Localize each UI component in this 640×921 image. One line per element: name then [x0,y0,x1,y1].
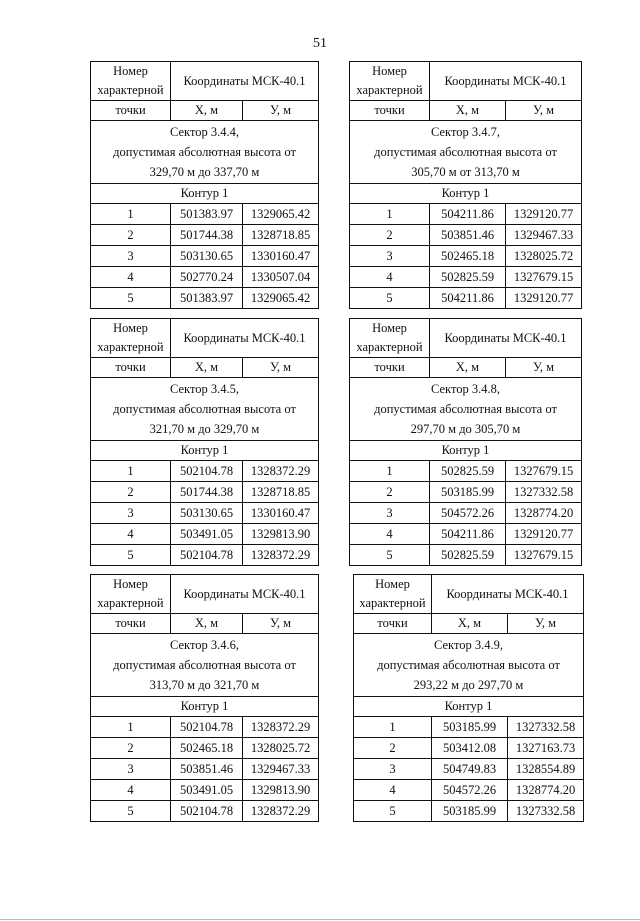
point-number-cell: 3 [350,246,430,267]
point-number-header: Номер характерной [91,62,171,101]
x-column-header: X, м [171,358,243,378]
height-range-text: допустимая абсолютная высота от [113,402,296,416]
y-coordinate-cell: 1329120.77 [506,204,582,225]
y-coordinate-cell: 1328372.29 [243,461,319,482]
sector-title: Сектор 3.4.7, [431,125,500,139]
y-column-header: У, м [506,358,582,378]
x-coordinate-cell: 501744.38 [171,482,243,503]
table-row [350,267,582,288]
y-coordinate-cell: 1328718.85 [243,482,319,503]
x-coordinate-cell: 503130.65 [171,246,243,267]
contour-label: Контур 1 [350,184,582,204]
y-coordinate-cell: 1330507.04 [243,267,319,288]
header-row [91,575,319,614]
points-header: точки [354,614,432,634]
x-coordinate-cell: 503185.99 [432,717,508,738]
y-column-header: У, м [243,101,319,121]
point-number-cell: 2 [91,482,171,503]
height-range-text: допустимая абсолютная высота от [113,658,296,672]
point-number-cell: 3 [354,759,432,780]
point-number-cell: 5 [91,801,171,822]
x-coordinate-cell: 502104.78 [171,801,243,822]
y-coordinate-cell: 1327332.58 [506,482,582,503]
contour-row [91,441,319,461]
header-row [91,101,319,121]
x-coordinate-cell: 504572.26 [430,503,506,524]
x-coordinate-cell: 504211.86 [430,524,506,545]
point-number-cell: 4 [354,780,432,801]
table-row [350,545,582,566]
x-column-header: X, м [430,101,506,121]
sector-row [350,121,582,184]
point-number-cell: 4 [91,780,171,801]
point-number-cell: 5 [91,288,171,309]
contour-label: Контур 1 [91,184,319,204]
points-header: точки [91,358,171,378]
page-edge-divider [0,919,640,920]
table-row [91,545,319,566]
x-coordinate-cell: 502825.59 [430,461,506,482]
y-coordinate-cell: 1329813.90 [243,524,319,545]
x-coordinate-cell: 502104.78 [171,717,243,738]
coordinates-table [90,574,319,822]
point-number-cell: 5 [91,545,171,566]
points-header: точки [91,614,171,634]
sector-row [91,121,319,184]
y-coordinate-cell: 1328774.20 [508,780,584,801]
table-row [91,780,319,801]
coordinates-table [90,318,319,566]
y-column-header: У, м [506,101,582,121]
sector-description [91,121,319,184]
coordinates-header: Координаты МСК-40.1 [171,319,319,358]
y-coordinate-cell: 1329065.42 [243,204,319,225]
table-row [350,225,582,246]
point-number-cell: 4 [91,524,171,545]
y-coordinate-cell: 1328025.72 [506,246,582,267]
point-number-header: Номер характерной [91,319,171,358]
point-number-header: Номер характерной [91,575,171,614]
y-coordinate-cell: 1327679.15 [506,461,582,482]
table-row [91,801,319,822]
header-row [350,319,582,358]
point-number-cell: 2 [350,482,430,503]
contour-label: Контур 1 [350,441,582,461]
point-number-cell: 1 [350,204,430,225]
sector-description [91,634,319,697]
x-coordinate-cell: 501383.97 [171,204,243,225]
x-coordinate-cell: 503851.46 [430,225,506,246]
point-number-cell: 2 [91,225,171,246]
y-coordinate-cell: 1327332.58 [508,801,584,822]
table-row [91,204,319,225]
table-row [350,503,582,524]
header-row [91,614,319,634]
point-number-cell: 4 [350,267,430,288]
table-row [91,482,319,503]
height-range-text: допустимая абсолютная высота от [374,145,557,159]
table-row [91,738,319,759]
coordinates-header: Координаты МСК-40.1 [430,319,582,358]
point-number-cell: 2 [354,738,432,759]
x-coordinate-cell: 502465.18 [430,246,506,267]
point-number-header: Номер характерной [350,62,430,101]
y-coordinate-cell: 1329467.33 [506,225,582,246]
table-row [91,246,319,267]
x-column-header: X, м [171,101,243,121]
x-coordinate-cell: 503185.99 [430,482,506,503]
x-coordinate-cell: 501744.38 [171,225,243,246]
table-row [91,503,319,524]
x-coordinate-cell: 503851.46 [171,759,243,780]
point-number-cell: 1 [354,717,432,738]
x-column-header: X, м [171,614,243,634]
header-row [350,101,582,121]
table-row [350,288,582,309]
point-number-cell: 4 [350,524,430,545]
sector-description [91,378,319,441]
header-row [91,319,319,358]
point-number-cell: 3 [91,503,171,524]
x-coordinate-cell: 504211.86 [430,288,506,309]
table-row [91,225,319,246]
points-header: точки [91,101,171,121]
x-coordinate-cell: 502770.24 [171,267,243,288]
sector-description [350,378,582,441]
header-row [354,614,584,634]
sector-title: Сектор 3.4.8, [431,382,500,396]
header-row [350,62,582,101]
table-row [350,204,582,225]
point-number-cell: 5 [354,801,432,822]
x-coordinate-cell: 503491.05 [171,780,243,801]
height-range-text: допустимая абсолютная высота от [113,145,296,159]
y-coordinate-cell: 1328372.29 [243,801,319,822]
page-number: 51 [313,36,327,51]
x-coordinate-cell: 502465.18 [171,738,243,759]
x-column-header: X, м [430,358,506,378]
coordinates-header: Координаты МСК-40.1 [171,575,319,614]
y-coordinate-cell: 1328774.20 [506,503,582,524]
height-range-text: 293,22 м до 297,70 м [413,678,524,692]
sector-title: Сектор 3.4.5, [170,382,239,396]
sector-description [350,121,582,184]
table-row [91,288,319,309]
height-range-text: 321,70 м до 329,70 м [149,422,260,436]
y-coordinate-cell: 1328372.29 [243,545,319,566]
contour-label: Контур 1 [91,697,319,717]
table-row [350,482,582,503]
y-column-header: У, м [243,358,319,378]
sector-row [350,378,582,441]
contour-label: Контур 1 [91,441,319,461]
y-coordinate-cell: 1328718.85 [243,225,319,246]
point-number-cell: 5 [350,545,430,566]
contour-row [354,697,584,717]
coordinates-table [349,61,582,309]
point-number-header: Номер характерной [354,575,432,614]
table-row [354,780,584,801]
x-coordinate-cell: 504211.86 [430,204,506,225]
table-row [91,267,319,288]
table-row [91,524,319,545]
table-row [354,759,584,780]
table-row [354,738,584,759]
point-number-cell: 2 [350,225,430,246]
x-coordinate-cell: 502104.78 [171,461,243,482]
y-coordinate-cell: 1328372.29 [243,717,319,738]
x-coordinate-cell: 503412.08 [432,738,508,759]
sector-title: Сектор 3.4.4, [170,125,239,139]
header-row [91,62,319,101]
sector-row [91,378,319,441]
point-number-cell: 2 [91,738,171,759]
height-range-text: 329,70 м до 337,70 м [149,165,260,179]
x-coordinate-cell: 501383.97 [171,288,243,309]
coordinates-header: Координаты МСК-40.1 [171,62,319,101]
y-column-header: У, м [508,614,584,634]
header-row [354,575,584,614]
x-coordinate-cell: 503491.05 [171,524,243,545]
x-coordinate-cell: 503130.65 [171,503,243,524]
table-row [91,461,319,482]
point-number-cell: 1 [91,717,171,738]
y-coordinate-cell: 1327679.15 [506,267,582,288]
table-row [91,759,319,780]
table-row [91,717,319,738]
height-range-text: допустимая абсолютная высота от [377,658,560,672]
sector-row [354,634,584,697]
y-coordinate-cell: 1330160.47 [243,246,319,267]
y-coordinate-cell: 1327163.73 [508,738,584,759]
point-number-cell: 3 [350,503,430,524]
table-row [350,246,582,267]
y-coordinate-cell: 1328554.89 [508,759,584,780]
point-number-header: Номер характерной [350,319,430,358]
x-coordinate-cell: 504749.83 [432,759,508,780]
height-range-text: 297,70 м до 305,70 м [410,422,521,436]
points-header: точки [350,358,430,378]
y-coordinate-cell: 1328025.72 [243,738,319,759]
point-number-cell: 3 [91,759,171,780]
sector-title: Сектор 3.4.6, [170,638,239,652]
contour-row [350,441,582,461]
table-row [354,801,584,822]
sector-row [91,634,319,697]
height-range-text: 305,70 м от 313,70 м [411,165,520,179]
y-coordinate-cell: 1327332.58 [508,717,584,738]
table-row [350,524,582,545]
y-coordinate-cell: 1330160.47 [243,503,319,524]
contour-label: Контур 1 [354,697,584,717]
point-number-cell: 3 [91,246,171,267]
y-coordinate-cell: 1329120.77 [506,288,582,309]
coordinates-table [353,574,584,822]
x-coordinate-cell: 502825.59 [430,545,506,566]
y-coordinate-cell: 1329467.33 [243,759,319,780]
x-column-header: X, м [432,614,508,634]
y-column-header: У, м [243,614,319,634]
coordinates-table [90,61,319,309]
point-number-cell: 1 [350,461,430,482]
point-number-cell: 4 [91,267,171,288]
point-number-cell: 1 [91,204,171,225]
header-row [350,358,582,378]
height-range-text: допустимая абсолютная высота от [374,402,557,416]
contour-row [350,184,582,204]
y-coordinate-cell: 1329120.77 [506,524,582,545]
x-coordinate-cell: 504572.26 [432,780,508,801]
x-coordinate-cell: 502104.78 [171,545,243,566]
x-coordinate-cell: 502825.59 [430,267,506,288]
points-header: точки [350,101,430,121]
table-row [350,461,582,482]
coordinates-table [349,318,582,566]
header-row [91,358,319,378]
coordinates-header: Координаты МСК-40.1 [430,62,582,101]
x-coordinate-cell: 503185.99 [432,801,508,822]
sector-title: Сектор 3.4.9, [434,638,503,652]
height-range-text: 313,70 м до 321,70 м [149,678,260,692]
y-coordinate-cell: 1327679.15 [506,545,582,566]
point-number-cell: 1 [91,461,171,482]
y-coordinate-cell: 1329813.90 [243,780,319,801]
table-row [354,717,584,738]
coordinates-header: Координаты МСК-40.1 [432,575,584,614]
contour-row [91,697,319,717]
contour-row [91,184,319,204]
y-coordinate-cell: 1329065.42 [243,288,319,309]
sector-description [354,634,584,697]
point-number-cell: 5 [350,288,430,309]
